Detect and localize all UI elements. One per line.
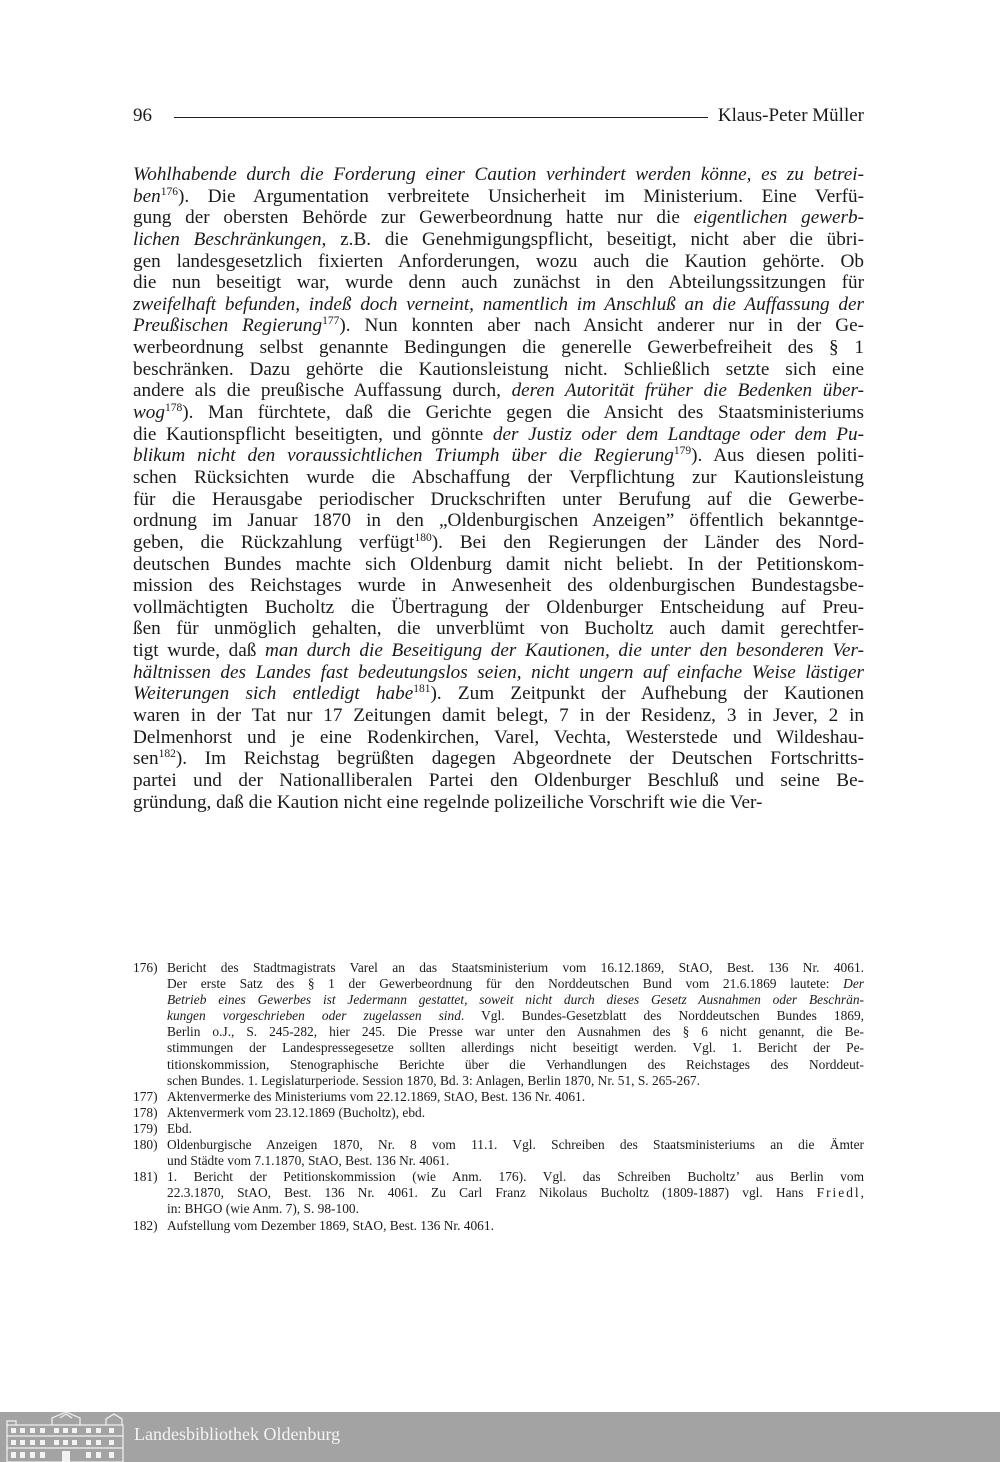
text-line [133, 467, 864, 489]
text-run: gung der obersten Behörde zur Gewerbeordnung hatte nur die [133, 207, 694, 229]
footnote [133, 1121, 864, 1137]
text-line [167, 992, 864, 1008]
footnote-text [167, 1089, 864, 1105]
text-line [167, 960, 864, 976]
page-header [133, 103, 864, 129]
page-number: 96 [133, 105, 152, 126]
text-line [133, 402, 864, 424]
footnote-number: 182) [133, 1217, 158, 1233]
text-line [133, 705, 864, 727]
italic-quotation: Weiterungen sich entledigt habe [133, 683, 414, 705]
text-line [133, 424, 864, 446]
italic-quotation: Wohlhabende durch die Forderung einer Caution verhindert werden könne, es zu betrei- [133, 164, 864, 185]
text-run: Der erste Satz des § 1 der Gewerbeordnung für den Norddeutschen Bund vom 21.6.1869 lautete: [167, 976, 844, 992]
footer-bar [0, 1412, 1000, 1462]
text-line [133, 229, 864, 251]
text-line [167, 1218, 864, 1234]
footnote-text [167, 1169, 864, 1217]
italic-quotation: hältnissen des Landes fast bedeutungslos seien, nicht ungern auf einfache Weise lästiger [133, 661, 864, 683]
text-line [133, 554, 864, 576]
text-run: und Städte vom 7.1.1870, StAO, Best. 136 Nr. 4061. [167, 1153, 450, 1169]
text-run: , z.B. die Genehmigungspflicht, beseitigt, nicht aber die übri- [321, 228, 864, 250]
text-line [167, 1201, 864, 1217]
text-line [133, 164, 864, 186]
text-run: vollmächtigten Bucholtz die Übertragung der Oldenburger Entscheidung auf Preu- [133, 596, 864, 618]
text-line [133, 315, 864, 337]
footnote-reference: 176 [160, 185, 178, 198]
text-run: ). Im Reichstag begrüßten dagegen Abgeordnete der Deutschen Fortschritts- [175, 748, 864, 770]
footnote-reference: 179 [673, 445, 692, 458]
text-line [133, 489, 864, 511]
text-run: gen landesgesetzlich fixierten Anforderungen, wozu auch die Kaution gehörte. Ob [133, 250, 864, 272]
text-line [167, 1073, 864, 1089]
text-line [133, 575, 864, 597]
text-run: ). Nun konnten aber nach Ansicht anderer nur in der Ge- [339, 315, 864, 337]
text-run: schen Bundes. 1. Legislaturperiode. Session 1870, Bd. 3: Anlagen, Berlin 1870, Nr. 51, S. 265-267. [167, 1072, 700, 1088]
text-run: waren in der Tat nur 17 Zeitungen damit belegt, 7 in der Residenz, 3 in Jever, 2 in [133, 705, 864, 727]
text-line [167, 1105, 864, 1121]
text-run: ßen für unmöglich gehalten, die unverblümt von Bucholtz auch damit gerechtfer- [133, 618, 864, 640]
footnote-text [167, 1218, 864, 1234]
text-line [133, 618, 864, 640]
text-line [133, 792, 864, 814]
text-run: andere als die preußische Auffassung durch, [133, 380, 512, 402]
italic-quotation: deren Autorität früher die Bedenken über- [511, 380, 864, 402]
footnotes [133, 960, 864, 1234]
text-run: deutschen Bundes machte sich Oldenburg damit nicht beliebt. In der Petitionskom- [133, 553, 864, 575]
text-run: Bericht des Stadtmagistrats Varel an das Staatsministerium vom 16.12.1869, StAO, Best. 136 Nr. 4061. [167, 960, 864, 975]
library-name: Landesbibliothek Oldenburg [134, 1423, 341, 1444]
italic-quotation: wog [133, 402, 165, 424]
footnote-text [167, 1137, 864, 1169]
text-line [167, 976, 864, 992]
text-run: ). Aus diesen politi- [691, 445, 864, 467]
text-run: Aktenvermerke des Ministeriums vom 22.12.1869, StAO, Best. 136 Nr. 4061. [167, 1088, 586, 1104]
text-line [167, 1169, 864, 1185]
footnote-text [167, 960, 864, 1089]
text-line [167, 1024, 864, 1040]
text-run: stimmungen der Landespressegesetze sollten allerdings nicht beseitigt werden. Vgl. 1. Bericht der Pe- [167, 1040, 864, 1056]
spaced-author-name: Friedl [816, 1185, 861, 1201]
italic-quotation: Betrieb eines Gewerbes ist Jedermann gestattet, soweit nicht durch dieses Gesetz Ausnahmen oder Beschrän- [167, 992, 864, 1008]
running-head-author: Klaus-Peter Müller [717, 105, 864, 126]
text-run: 22.3.1870, StAO, Best. 136 Nr. 4061. Zu Carl Franz Nikolaus Bucholtz (1809-1887) vgl. Hans [167, 1185, 817, 1201]
text-run: geben, die Rückzahlung verfügt [133, 531, 415, 553]
text-line [133, 597, 864, 619]
text-run: Berlin o.J., S. 245-282, hier 245. Die Presse war unter den Ausnahmen des § 6 nicht genannt, die Be- [167, 1024, 864, 1040]
footnote-number: 181) [133, 1169, 158, 1185]
italic-quotation: Preußischen Regierung [133, 315, 323, 337]
footnote-text [167, 1105, 864, 1121]
text-line [167, 1121, 864, 1137]
text-run: Ebd. [167, 1120, 192, 1136]
text-run: tigt wurde, daß [133, 640, 266, 662]
footnote [133, 1137, 864, 1169]
text-run: Oldenburgische Anzeigen 1870, Nr. 8 vom 11.1. Vgl. Schreiben des Staatsministeriums an die Ämter [167, 1137, 864, 1153]
text-line [133, 640, 864, 662]
footnote [133, 1089, 864, 1105]
italic-quotation: eigentlichen gewerb- [693, 207, 864, 229]
footnote-number: 178) [133, 1104, 158, 1120]
text-run: die nun beseitigt war, wurde denn auch zunächst in den Abteilungssitzungen für [133, 272, 864, 294]
text-line [167, 1185, 864, 1201]
footnote [133, 1218, 864, 1234]
text-run: titionskommission, Stenographische Berichte über die Verhandlungen des Reichstages des Norddeut- [167, 1056, 864, 1072]
footnote-reference: 177 [322, 315, 340, 328]
text-line [167, 1089, 864, 1105]
footnote-reference: 182 [158, 748, 176, 761]
text-line [133, 380, 864, 402]
text-run: ). Zum Zeitpunkt der Aufhebung der Kautionen [430, 683, 864, 705]
footnote-reference: 178 [165, 402, 183, 415]
text-run: partei und der Nationalliberalen Partei den Oldenburger Beschluß und seine Be- [133, 769, 864, 791]
text-run: ordnung im Januar 1870 in den „Oldenburgischen Anzeigen” öffentlich bekanntge- [133, 510, 864, 532]
text-run: für die Herausgabe periodischer Druckschriften unter Berufung auf die Gewerbe- [133, 488, 864, 510]
text-run: , [860, 1185, 864, 1201]
text-line [133, 251, 864, 273]
library-building-icon [4, 1412, 128, 1462]
footnote [133, 1105, 864, 1121]
footnote [133, 960, 864, 1089]
text-run: werbeordnung selbst genannte Bedingungen die generelle Gewerbefreiheit des § 1 [133, 337, 864, 359]
footnote-number: 180) [133, 1137, 158, 1153]
body-text [133, 164, 864, 813]
text-line [167, 1137, 864, 1153]
text-line [133, 207, 864, 229]
text-run: schen Rücksichten wurde die Abschaffung der Verpflichtung zur Kautionsleistung [133, 466, 864, 488]
italic-quotation: ben [133, 185, 161, 207]
text-line [133, 532, 864, 554]
footnote-number: 177) [133, 1088, 158, 1104]
footnote-text [167, 1121, 864, 1137]
text-line [133, 770, 864, 792]
text-line [133, 337, 864, 359]
text-line [133, 272, 864, 294]
text-line [133, 683, 864, 705]
body-paragraph [133, 164, 864, 813]
italic-quotation: man durch die Beseitigung der Kautionen, die unter den besonderen Ver- [265, 640, 864, 662]
text-run: sen [133, 748, 159, 770]
text-run: mission des Reichstages wurde in Anwesenheit des oldenburgischen Bundestagsbe- [133, 575, 864, 597]
text-run: . Vgl. Bundes-Gesetzblatt des Norddeutschen Bundes 1869, [460, 1008, 865, 1024]
italic-quotation: der Justiz oder dem Landtage oder dem Pu- [492, 423, 865, 445]
italic-quotation: Der [843, 976, 864, 992]
text-run: die Kautionspflicht beseitigten, und gönnte [133, 423, 493, 445]
footnote-reference: 180 [414, 531, 432, 544]
text-run: gründung, daß die Kaution nicht eine regelnde polizeiliche Vorschrift wie die Ver- [133, 791, 763, 813]
text-line [133, 186, 864, 208]
text-line [133, 662, 864, 684]
text-line [133, 445, 864, 467]
text-run: Aufstellung vom Dezember 1869, StAO, Best. 136 Nr. 4061. [167, 1217, 494, 1233]
text-run: ). Bei den Regierungen der Länder des Nord- [431, 531, 864, 553]
text-run: ). Man fürchtete, daß die Gerichte gegen die Ansicht des Staatsministeriums [182, 402, 864, 424]
header-rule [174, 117, 708, 118]
text-line [133, 359, 864, 381]
text-line [133, 727, 864, 749]
text-line [133, 294, 864, 316]
italic-quotation: kungen vorgeschrieben oder zugelassen sind [167, 1008, 461, 1024]
text-line [167, 1057, 864, 1073]
italic-quotation: blikum nicht den voraussichtlichen Triumph über die Regierung [133, 445, 674, 467]
footnote-number: 176) [133, 960, 158, 975]
text-run: beschränken. Dazu gehörte die Kautionsleistung nicht. Schließlich setzte sich eine [133, 358, 864, 380]
text-line [167, 1008, 864, 1024]
text-run: Delmenhorst und je eine Rodenkirchen, Varel, Vechta, Westerstede und Wildeshau- [133, 726, 864, 748]
text-line [167, 1153, 864, 1169]
text-run: in: BHGO (wie Anm. 7), S. 98-100. [167, 1201, 359, 1217]
italic-quotation: zweifelhaft befunden, indeß doch verneint, namentlich im Anschluß an die Auffassung der [133, 293, 864, 315]
text-line [133, 510, 864, 532]
italic-quotation: lichen Beschränkungen [133, 228, 322, 250]
text-line [133, 748, 864, 770]
text-run: 1. Bericht der Petitionskommission (wie Anm. 176). Vgl. das Schreiben Bucholtz’ aus Berlin vom [167, 1169, 864, 1185]
footnote-number: 179) [133, 1120, 158, 1136]
footnote [133, 1169, 864, 1217]
text-line [167, 1040, 864, 1056]
text-run: ). Die Argumentation verbreitete Unsicherheit im Ministerium. Eine Verfü- [178, 185, 864, 207]
footnote-reference: 181 [413, 683, 431, 696]
text-run: Aktenvermerk vom 23.12.1869 (Bucholtz), ebd. [167, 1104, 426, 1120]
